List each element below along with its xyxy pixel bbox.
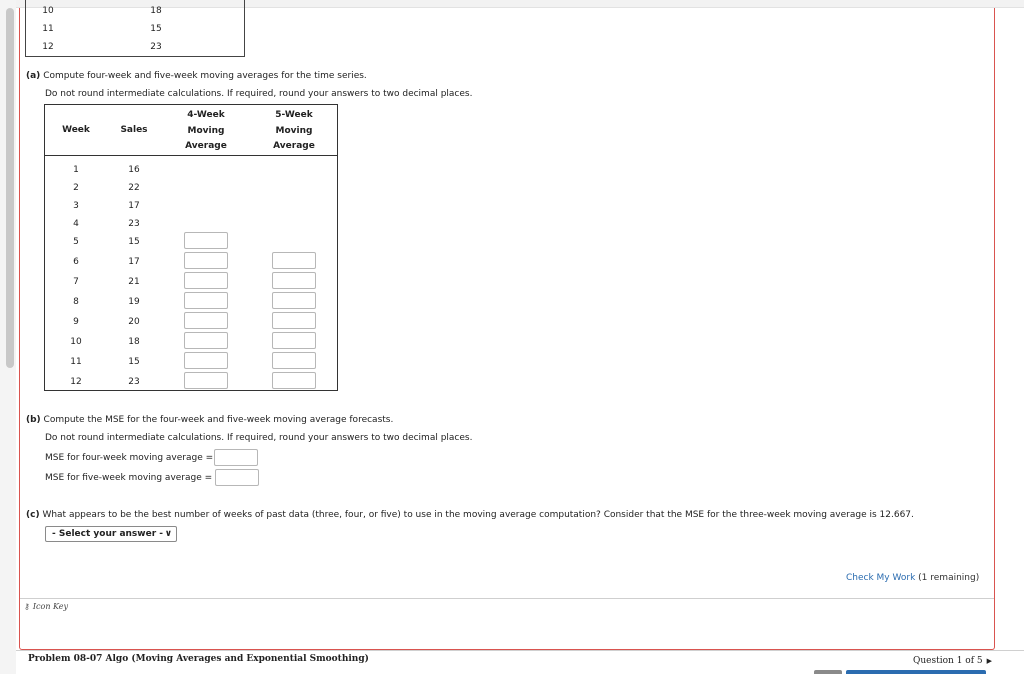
week-cell: 9 (73, 317, 79, 327)
part-c-question (26, 510, 914, 520)
sales-header: Sales (120, 125, 148, 135)
four-week-ma-input-week-9[interactable] (184, 312, 228, 329)
problem-title: Problem 08-07 Algo (Moving Averages and Exponential Smoothing) (28, 654, 369, 664)
table-row (45, 272, 337, 292)
four-week-ma-input-week-12[interactable] (184, 372, 228, 389)
sales-cell: 17 (128, 257, 140, 267)
header-divider (45, 155, 337, 156)
part-a-instruction: Do not round intermediate calculations. If required, round your answers to two decimal places. (45, 89, 473, 99)
five-week-header-line2: Moving (275, 125, 313, 136)
question-navigator[interactable] (913, 656, 992, 666)
five-week-ma-input-week-6[interactable] (272, 252, 316, 269)
bottom-tab-active[interactable] (846, 670, 986, 674)
week-cell: 11 (70, 357, 82, 367)
left-scrollbar[interactable] (0, 0, 16, 674)
part-c-text: What appears to be the best number of weeks of past data (three, four, or five) to use in the moving average computation? Consider that the MSE for the three-week moving average is 12.667. (42, 510, 914, 520)
four-week-header-line2: Moving (187, 125, 225, 136)
four-week-ma-input-week-7[interactable] (184, 272, 228, 289)
table-row (45, 178, 337, 198)
table-row (45, 214, 337, 234)
five-week-ma-input-week-7[interactable] (272, 272, 316, 289)
five-week-ma-input-week-10[interactable] (272, 332, 316, 349)
table-row (26, 42, 244, 56)
week-cell: 4 (73, 219, 79, 229)
week-cell: 3 (73, 201, 79, 211)
table-row (45, 160, 337, 180)
table-row (45, 332, 337, 352)
table-row (26, 6, 244, 20)
part-b-question (26, 415, 393, 425)
week-cell: 8 (73, 297, 79, 307)
week-cell: 1 (73, 165, 79, 175)
scrollbar-thumb[interactable] (6, 8, 14, 368)
week-cell: 2 (73, 183, 79, 193)
mse-five-week-input[interactable] (215, 469, 259, 486)
icon-key-link[interactable] (24, 602, 68, 611)
sales-cell: 18 (150, 6, 162, 16)
five-week-ma-input-week-11[interactable] (272, 352, 316, 369)
week-cell: 12 (70, 377, 82, 387)
table-row (45, 196, 337, 216)
mse-four-week-input[interactable] (214, 449, 258, 466)
table-row (45, 312, 337, 332)
five-week-header (263, 108, 325, 155)
select-value: - Select your answer - (52, 529, 164, 539)
part-b-label: (b) (26, 415, 41, 425)
week-cell: 11 (42, 24, 54, 34)
part-c-label: (c) (26, 510, 40, 520)
sales-cell: 23 (128, 377, 140, 387)
divider (20, 598, 994, 599)
four-week-ma-input-week-8[interactable] (184, 292, 228, 309)
sales-cell: 18 (128, 337, 140, 347)
question-position: Question 1 of 5 (913, 656, 983, 666)
week-cell: 12 (42, 42, 54, 52)
sales-cell: 15 (128, 357, 140, 367)
four-week-header-line1: 4-Week (187, 110, 225, 120)
five-week-header-line1: 5-Week (275, 110, 313, 120)
icon-key-label: Icon Key (32, 602, 69, 611)
sales-cell: 20 (128, 317, 140, 327)
sales-cell: 23 (150, 42, 162, 52)
chevron-down-icon: ∨ (164, 529, 172, 539)
mse-four-week-label: MSE for four-week moving average = (45, 453, 214, 463)
sales-cell: 16 (128, 165, 140, 175)
sales-cell: 22 (128, 183, 140, 193)
check-my-work-label: Check My Work (846, 573, 916, 583)
table-row (45, 352, 337, 372)
best-weeks-select[interactable] (45, 526, 177, 542)
mse-five-week-label: MSE for five-week moving average = (45, 473, 213, 483)
five-week-ma-input-week-8[interactable] (272, 292, 316, 309)
sales-cell: 21 (128, 277, 140, 287)
attempts-remaining: (1 remaining) (918, 573, 980, 583)
five-week-ma-input-week-12[interactable] (272, 372, 316, 389)
part-b-text: Compute the MSE for the four-week and five-week moving average forecasts. (43, 415, 394, 425)
four-week-ma-input-week-10[interactable] (184, 332, 228, 349)
table-row (45, 232, 337, 252)
part-a-question (26, 71, 367, 81)
week-header: Week (62, 125, 90, 135)
table-row (26, 24, 244, 38)
four-week-ma-input-week-6[interactable] (184, 252, 228, 269)
table-row (45, 292, 337, 312)
week-cell: 5 (73, 237, 79, 247)
next-arrow-icon[interactable]: ▶ (986, 657, 993, 665)
sales-cell: 15 (150, 24, 162, 34)
week-cell: 7 (73, 277, 79, 287)
sales-cell: 15 (128, 237, 140, 247)
moving-average-table (44, 104, 338, 391)
sales-cell: 17 (128, 201, 140, 211)
sales-cell: 23 (128, 219, 140, 229)
key-icon: ⚷ (24, 602, 30, 611)
sales-cell: 19 (128, 297, 140, 307)
table-row (45, 252, 337, 272)
part-b-instruction: Do not round intermediate calculations. If required, round your answers to two decimal places. (45, 433, 473, 443)
check-my-work-link[interactable] (846, 573, 979, 583)
four-week-header-line3: Average (185, 141, 227, 151)
part-a-label: (a) (26, 71, 41, 81)
five-week-ma-input-week-9[interactable] (272, 312, 316, 329)
four-week-header (175, 108, 237, 155)
bottom-tab[interactable] (814, 670, 842, 674)
part-a-text: Compute four-week and five-week moving averages for the time series. (43, 71, 367, 81)
table-row (45, 372, 337, 392)
four-week-ma-input-week-5[interactable] (184, 232, 228, 249)
four-week-ma-input-week-11[interactable] (184, 352, 228, 369)
data-table-continued (25, 0, 245, 57)
week-cell: 10 (42, 6, 54, 16)
week-cell: 10 (70, 337, 82, 347)
five-week-header-line3: Average (273, 141, 315, 151)
week-cell: 6 (73, 257, 79, 267)
